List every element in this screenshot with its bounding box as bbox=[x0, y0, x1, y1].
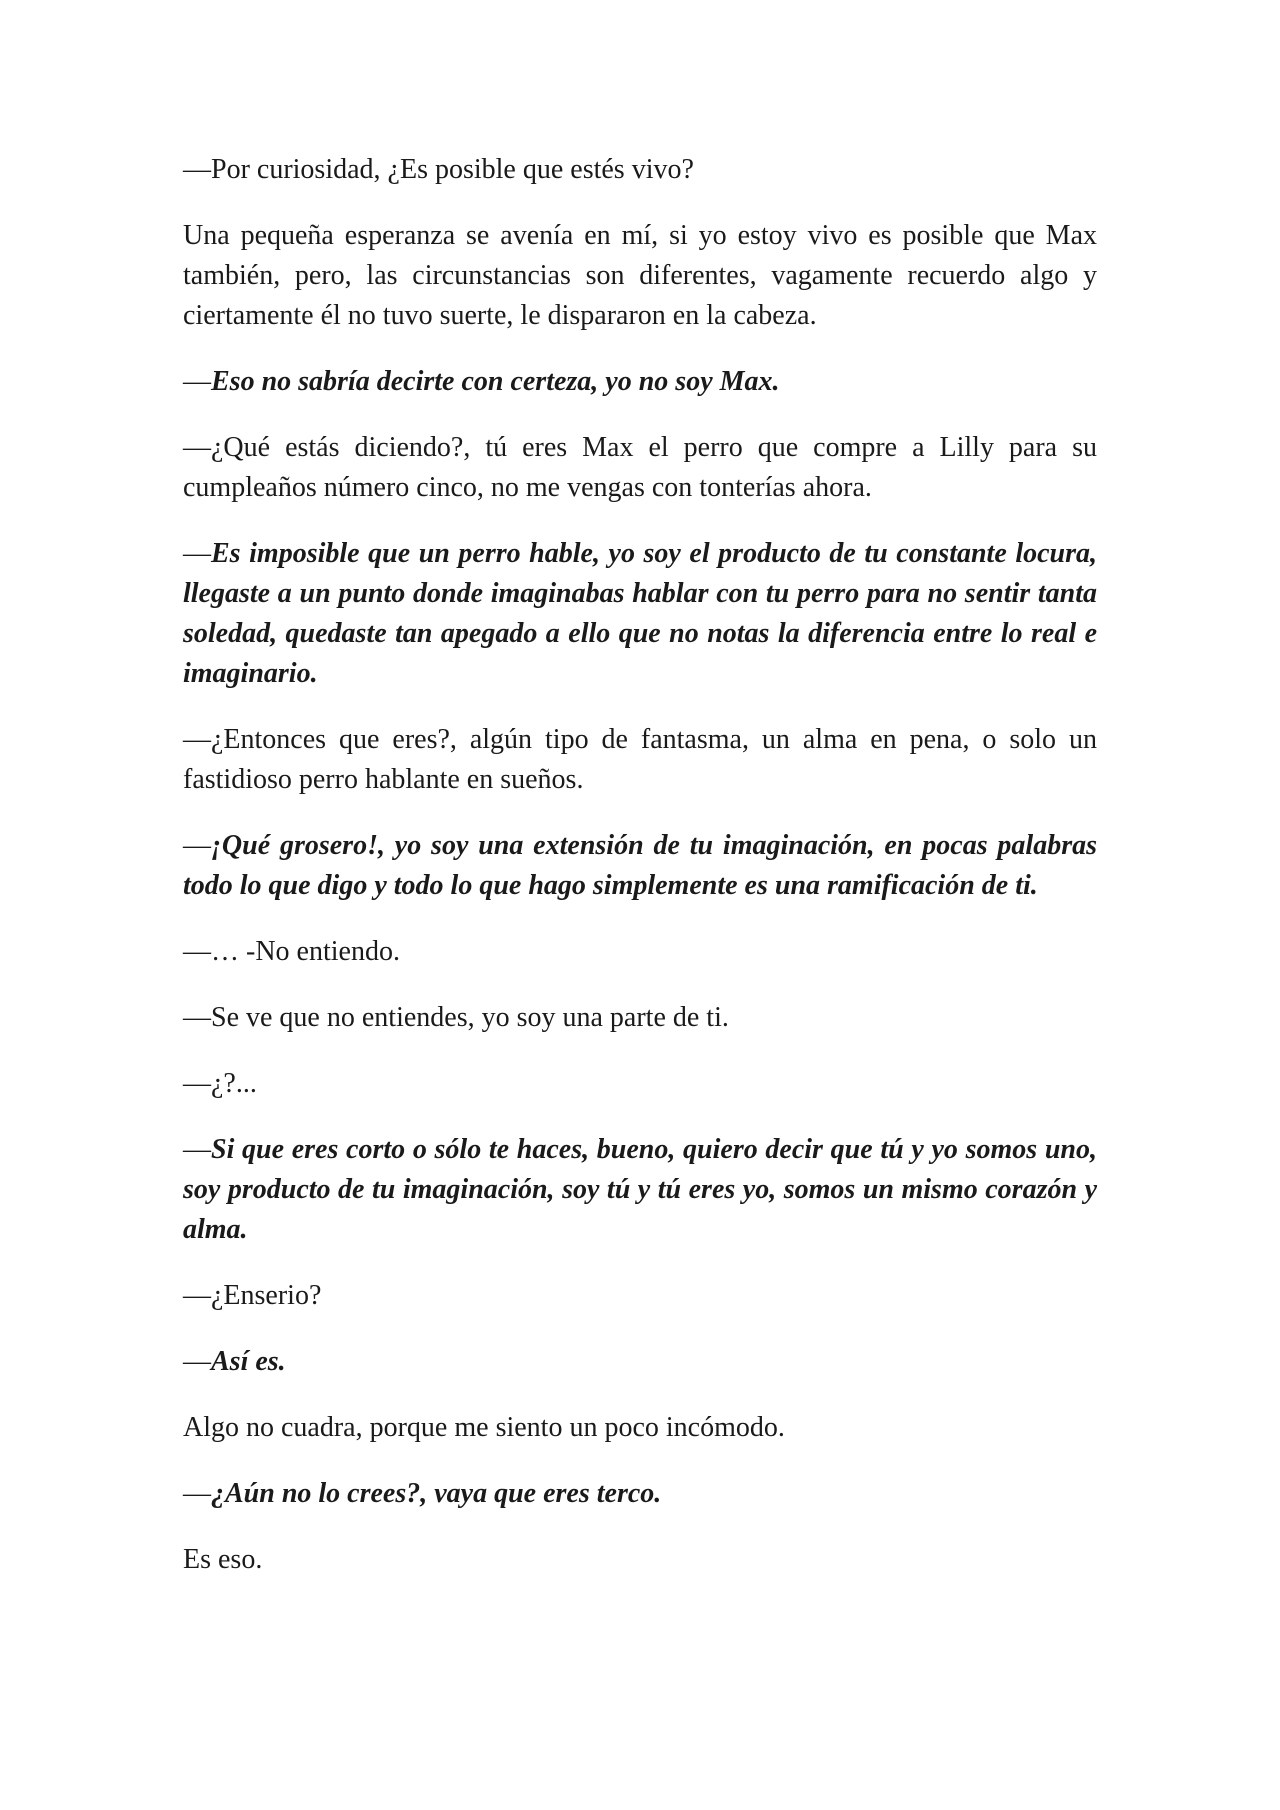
dialogue-dash: — bbox=[183, 936, 211, 967]
dialogue-dash: — bbox=[183, 1068, 211, 1099]
dialogue-dash: — bbox=[183, 724, 211, 755]
paragraph-text-bold-italic: Eso no sabría decirte con certeza, yo no soy Max. bbox=[211, 366, 780, 397]
paragraph-11 bbox=[183, 1130, 1097, 1250]
dialogue-dash: — bbox=[183, 1478, 211, 1509]
paragraph-text-bold-italic: ¡Qué grosero!, yo soy una extensión de tu imaginación, en pocas palabras todo lo que digo y todo lo que hago simplemente es una ramificación de ti. bbox=[183, 830, 1097, 901]
paragraph-text-bold-italic: Así es. bbox=[211, 1346, 286, 1377]
paragraph-9 bbox=[183, 998, 1097, 1038]
paragraph-text: ¿?... bbox=[211, 1068, 257, 1099]
dialogue-dash: — bbox=[183, 154, 211, 185]
paragraph-8 bbox=[183, 932, 1097, 972]
paragraph-6 bbox=[183, 720, 1097, 800]
paragraph-text: ¿Qué estás diciendo?, tú eres Max el perro que compre a Lilly para su cumpleaños número cinco, no me vengas con tonterías ahora. bbox=[183, 432, 1097, 503]
paragraph-text-bold-italic: Es imposible que un perro hable, yo soy el producto de tu constante locura, llegaste a un punto donde imaginabas hablar con tu perro para no sentir tanta soledad, quedaste tan apegado a ello que no notas la diferencia entre lo real e imaginario. bbox=[183, 538, 1097, 689]
paragraph-13 bbox=[183, 1342, 1097, 1382]
dialogue-dash: — bbox=[183, 1346, 211, 1377]
paragraph-4 bbox=[183, 428, 1097, 508]
paragraph-text: Una pequeña esperanza se avenía en mí, si yo estoy vivo es posible que Max también, pero, las circunstancias son diferentes, vagamente recuerdo algo y ciertamente él no tuvo suerte, le dispararon en la cabeza. bbox=[183, 220, 1097, 331]
paragraph-text: Algo no cuadra, porque me siento un poco incómodo. bbox=[183, 1412, 785, 1443]
paragraph-text: … -No entiendo. bbox=[211, 936, 400, 967]
paragraph-3 bbox=[183, 362, 1097, 402]
paragraph-16 bbox=[183, 1540, 1097, 1580]
dialogue-dash: — bbox=[183, 432, 211, 463]
dialogue-dash: — bbox=[183, 366, 211, 397]
paragraph-text: Por curiosidad, ¿Es posible que estés vivo? bbox=[211, 154, 694, 185]
document-page bbox=[183, 150, 1097, 1606]
dialogue-dash: — bbox=[183, 1280, 211, 1311]
paragraph-text: Se ve que no entiendes, yo soy una parte de ti. bbox=[211, 1002, 729, 1033]
paragraph-1 bbox=[183, 150, 1097, 190]
paragraph-text: ¿Enserio? bbox=[211, 1280, 322, 1311]
paragraph-text: ¿Entonces que eres?, algún tipo de fantasma, un alma en pena, o solo un fastidioso perro hablante en sueños. bbox=[183, 724, 1097, 795]
paragraph-12 bbox=[183, 1276, 1097, 1316]
dialogue-dash: — bbox=[183, 830, 211, 861]
paragraph-2 bbox=[183, 216, 1097, 336]
paragraph-5 bbox=[183, 534, 1097, 694]
paragraph-10 bbox=[183, 1064, 1097, 1104]
paragraph-7 bbox=[183, 826, 1097, 906]
dialogue-dash: — bbox=[183, 538, 211, 569]
paragraph-text: Es eso. bbox=[183, 1544, 263, 1575]
paragraph-text-bold-italic: Si que eres corto o sólo te haces, bueno, quiero decir que tú y yo somos uno, soy producto de tu imaginación, soy tú y tú eres yo, somos un mismo corazón y alma. bbox=[183, 1134, 1097, 1245]
paragraph-15 bbox=[183, 1474, 1097, 1514]
paragraph-text-bold-italic: ¿Aún no lo crees?, vaya que eres terco. bbox=[211, 1478, 662, 1509]
paragraph-14 bbox=[183, 1408, 1097, 1448]
dialogue-dash: — bbox=[183, 1134, 211, 1165]
dialogue-dash: — bbox=[183, 1002, 211, 1033]
